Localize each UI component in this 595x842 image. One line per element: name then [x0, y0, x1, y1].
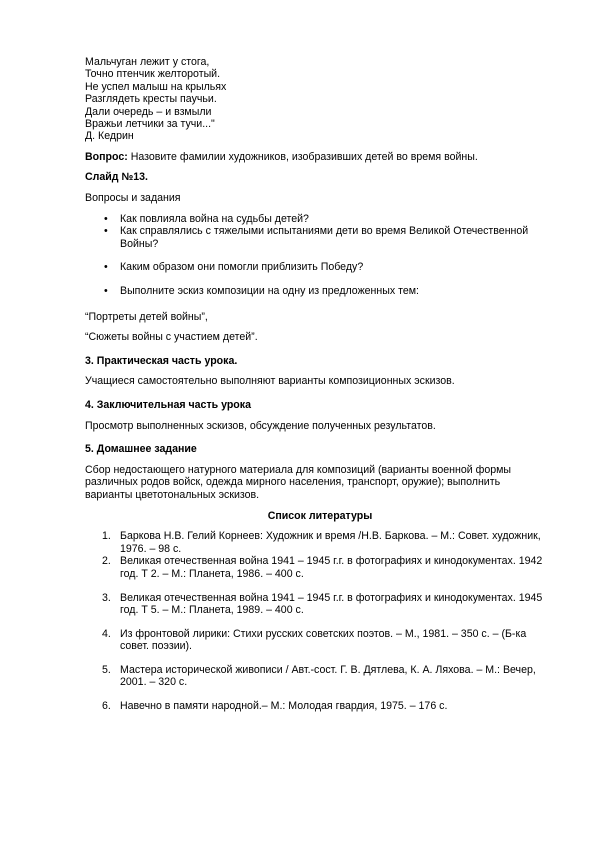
ref-text: Баркова Н.В. Гелий Корнеев: Художник и время /Н.В. Баркова. – М.: Совет. художник, 1976. – 98 с.	[120, 530, 541, 555]
document-page	[85, 56, 555, 713]
bullet-icon: •	[104, 225, 108, 238]
section-3-text: Учащиеся самостоятельно выполняют варианты композиционных эскизов.	[85, 375, 455, 388]
ref-text: Великая отечественная война 1941 – 1945 г.г. в фотографиях и кинодокументах. 1942 год. Т 2. – М.: Планета, 1986. – 400 с.	[120, 555, 543, 580]
tasks-list	[85, 213, 555, 298]
question-paragraph	[85, 151, 555, 164]
task-text: Каким образом они помогли приблизить Победу?	[120, 261, 364, 274]
list-item	[85, 700, 555, 713]
task-text: Выполните эскиз композиции на одну из предложенных тем:	[120, 285, 419, 297]
ref-number: 1.	[102, 530, 111, 543]
slide-heading: Слайд №13.	[85, 171, 148, 184]
section-5-heading: 5. Домашнее задание	[85, 443, 197, 456]
poem-block	[85, 56, 555, 143]
ref-number: 4.	[102, 627, 111, 640]
ref-number: 5.	[102, 663, 111, 676]
poem-line: Дали очередь – и взмыли	[85, 105, 212, 118]
poem-author: Д. Кедрин	[85, 130, 134, 143]
theme-2: “Сюжеты войны с участием детей”.	[85, 331, 258, 344]
list-item	[85, 592, 555, 617]
poem-line: Вражьи летчики за тучи..."	[85, 118, 215, 131]
literature-list	[85, 530, 555, 713]
list-item	[85, 664, 555, 689]
theme-1: “Портреты детей войны”,	[85, 310, 208, 323]
question-text: Назовите фамилии художников, изобразивших детей во время войны.	[127, 150, 478, 163]
task-text: Как справлялись с тяжелыми испытаниями дети во время Великой Отечественной Войны?	[120, 225, 529, 250]
list-item	[85, 285, 555, 298]
task-text: Как повлияла война на судьбы детей?	[120, 212, 309, 225]
ref-text: Навечно в памяти народной.– М.: Молодая гвардия, 1975. – 176 с.	[120, 700, 448, 713]
question-label: Вопрос:	[85, 150, 128, 163]
ref-text: Из фронтовой лирики: Стихи русских советских поэтов. – М., 1981. – 350 с. – (Б-ка совет. поэзии).	[120, 627, 527, 653]
tasks-intro: Вопросы и задания	[85, 192, 181, 205]
ref-number: 6.	[102, 700, 111, 713]
poem-line: Разглядеть кресты паучьи.	[85, 93, 217, 106]
ref-number: 2.	[102, 555, 111, 568]
list-item	[85, 225, 555, 250]
list-item	[85, 213, 555, 226]
bullet-icon: •	[104, 261, 108, 274]
ref-text: Великая отечественная война 1941 – 1945 г.г. в фотографиях и кинодокументах. 1945 год. Т 5. – М.: Планета, 1989. – 400 с.	[120, 591, 543, 617]
list-item	[85, 555, 555, 580]
section-4-text: Просмотр выполненных эскизов, обсуждение полученных результатов.	[85, 419, 436, 432]
ref-text: Мастера исторической живописи / Авт.-сост. Г. В. Дятлева, К. А. Ляхова. – М.: Вечер, 2001. – 320 с.	[120, 663, 536, 689]
bullet-icon: •	[104, 212, 108, 225]
ref-number: 3.	[102, 591, 111, 604]
section-3-heading: 3. Практическая часть урока.	[85, 354, 238, 367]
list-item	[85, 261, 555, 274]
literature-heading: Список литературы	[267, 509, 373, 522]
bullet-icon: •	[104, 285, 108, 297]
list-item	[85, 530, 555, 555]
poem-line: Не успел малыш на крыльях	[85, 80, 227, 93]
poem-line: Мальчуган лежит у стога,	[85, 56, 210, 68]
list-item	[85, 628, 555, 653]
section-5-text: Сбор недостающего натурного материала для композиций (варианты военной формы различных родов войск, одежда мирного населения, транспорт, оружие); выполнить варианты цветотональных эскизов.	[85, 463, 512, 501]
section-4-heading: 4. Заключительная часть урока	[85, 398, 251, 411]
poem-line: Точно птенчик желторотый.	[85, 68, 221, 81]
